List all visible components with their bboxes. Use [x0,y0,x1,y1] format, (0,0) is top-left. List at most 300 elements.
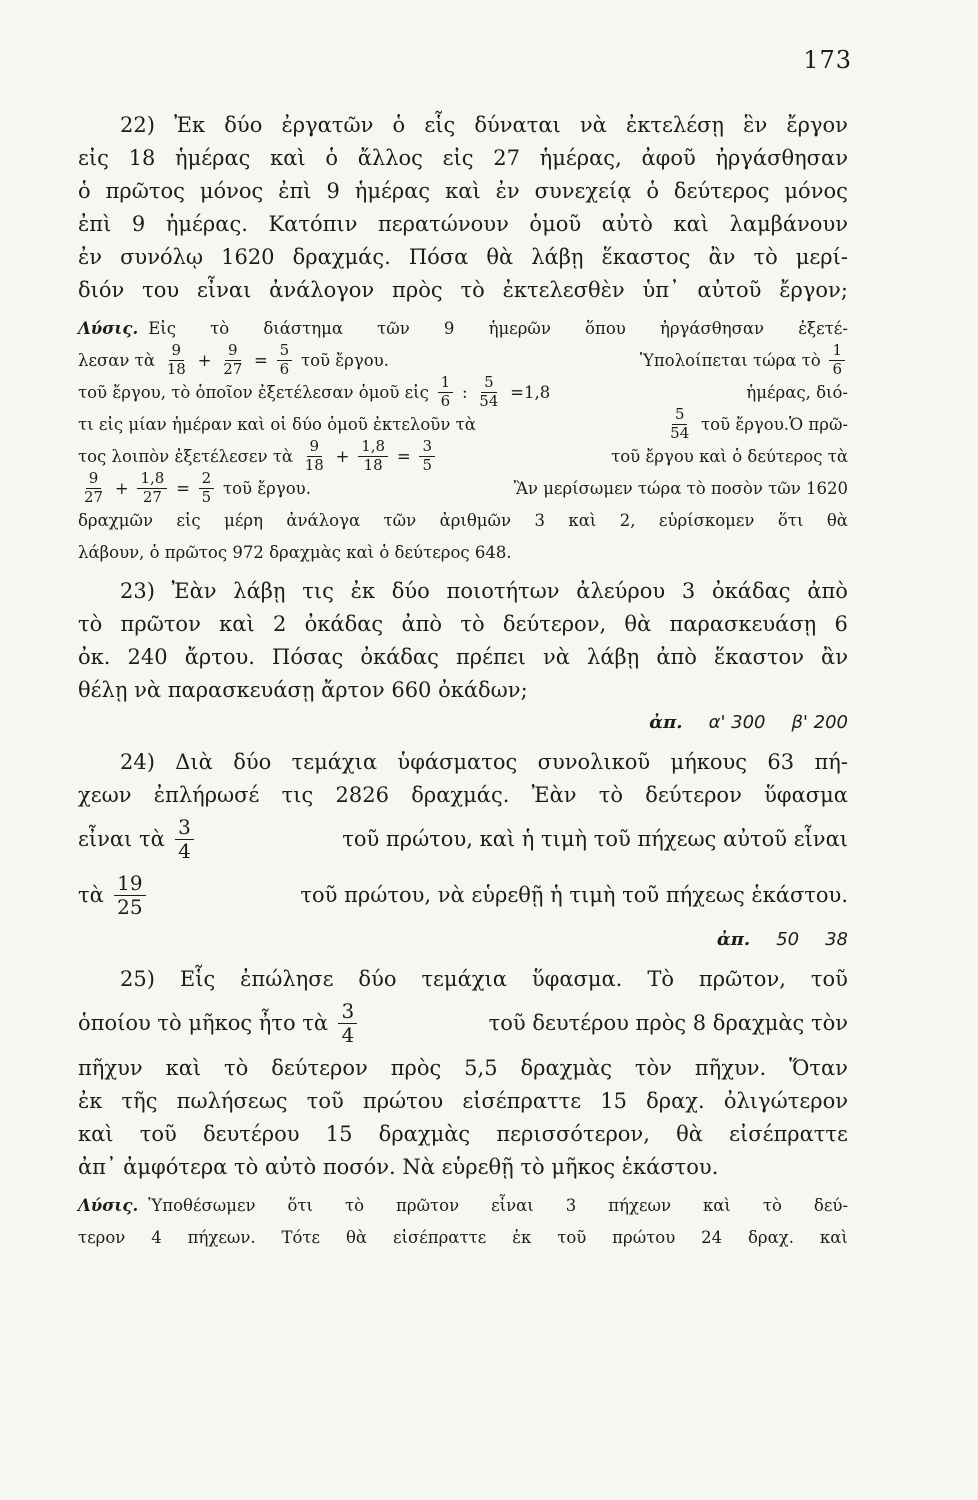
word: τὸ [224,1055,249,1080]
word: καὶ [673,211,710,236]
word: 3 [534,510,545,530]
fraction [829,340,845,378]
word: θὰ [486,244,514,269]
equation-line [78,811,848,867]
word: τις [281,782,314,807]
equals-sign: = [396,446,411,466]
word: τὸ [753,244,778,269]
word: δραχμάς. [411,782,510,807]
word: ὅπου [585,318,626,338]
plus-sign: + [335,446,350,466]
text-line [78,1084,848,1117]
text-span: τοῦ ἔργου. [300,350,389,370]
word: ἐπώλησε [240,966,334,991]
word: θὰ [624,611,652,636]
word: εἰσέπραττε [392,1227,487,1247]
word: τὸν [634,1055,672,1080]
denominator: 5 [422,455,432,474]
word: δεύτερον, [502,611,607,636]
numerator: 2 [199,471,215,489]
word: Ἐκ [174,112,206,137]
fraction [667,404,692,442]
word: περισσότερον, [496,1121,650,1146]
text-line [78,273,848,306]
word: τὸ [78,611,103,636]
word: του [142,277,180,302]
word: τερον [78,1227,126,1247]
problem-23 [78,574,848,739]
text-span: τοῦ ἔργου καὶ ὁ δεύτερος τὰ [611,446,848,466]
text-words [148,319,848,338]
word: θὰ [345,1227,368,1247]
text-line [78,174,848,207]
word: μέρη [224,510,263,530]
text-span: =1,8 [510,382,551,402]
word: ἐπὶ [78,211,112,236]
word: πῆχυν [78,1055,143,1080]
fraction [302,436,327,474]
text-line [78,108,848,141]
numerator: 9 [169,343,185,361]
word: ἀπὸ [401,611,443,636]
word: 24 [701,1227,723,1247]
word: ἀπὸ [656,644,697,669]
word: ἐκτελεσθὲν [502,277,625,302]
denominator: 6 [832,359,842,378]
denominator: 54 [670,423,690,442]
text-line [78,312,848,344]
equation-segment [78,372,551,410]
word: τὸ [598,782,624,807]
word: 1620 [221,244,275,269]
word: ἡμέρας. [165,211,248,236]
text-span: τοῦ πρώτου, νὰ εὑρεθῇ ἡ τιμὴ τοῦ πήχεως ἑκάστου. [300,883,848,907]
word: ὁμοῦ [529,211,582,236]
word: συνεχείᾳ [534,178,632,203]
word: πρῶτον, [698,966,786,991]
numerator: 1 [438,375,454,393]
word: Τότε [281,1227,321,1247]
denominator: 27 [223,359,243,378]
word: τεμάχια [421,966,507,991]
word: καὶ [165,1055,202,1080]
word: ὁ [78,178,91,203]
word: 2 [272,611,287,636]
word: αὐτὸ [601,211,653,236]
word: ἠργάσθησαν [715,145,848,170]
word: 240 [127,644,168,669]
fraction [199,468,215,506]
answer-label: ἀπ. [649,712,683,733]
equation-line [78,995,848,1051]
word: ἓν [743,112,768,137]
word: ἄρτου. [184,644,255,669]
numerator: 5 [672,407,688,425]
answer-value: 50 [776,929,800,950]
numerator: 3 [338,1001,357,1024]
word: δραχ. [646,1088,705,1113]
text-span: τι εἰς μίαν ἡμέραν καὶ οἱ δύο ὁμοῦ ἐκτελοῦν τὰ [78,414,476,434]
word: μερί- [795,244,848,269]
word: ὀκάδας [712,578,791,603]
word: ἀνάλογον [269,277,375,302]
word: ἄλλος [357,145,423,170]
word: Ὑποθέσωμεν [148,1195,256,1215]
equation-line [78,867,848,923]
text-span: ὁποίου τὸ μῆκος ἦτο τὰ [78,1011,329,1035]
solution-label: Λύσις. [78,318,139,338]
word: ὅτι [287,1195,314,1215]
word: καὶ [270,145,306,170]
word: δραχμὰς [520,1055,612,1080]
denominator: 18 [166,359,186,378]
equation-line [78,404,848,442]
word: χεων [78,782,132,807]
word: Ὅταν [789,1055,848,1080]
word: δύναται [474,112,561,137]
word: Ἐὰν [531,782,577,807]
word: δύο [224,112,263,137]
text-span: τοῦ πρώτου, καὶ ἡ τιμὴ τοῦ πήχεως αὐτοῦ εἶναι [342,827,848,851]
word: δραχμῶν [78,510,153,530]
fraction [277,340,293,378]
word: τὸ [345,1195,365,1215]
text-span: τοῦ ἔργου. [222,478,311,498]
word: εἷς [424,112,456,137]
numerator: 9 [307,439,323,457]
word: ἀπὸ [807,578,848,603]
word: 6 [834,611,848,636]
equation-segment [639,340,848,378]
text-span: λεσαν τὰ [78,350,155,370]
word: δύο [358,966,397,991]
word: πρὸς [392,277,443,302]
equation-segment [78,870,149,919]
equation-segment [78,468,311,506]
solution-label: Λύσις. [78,1195,139,1215]
text-line [78,536,848,568]
numerator: 1 [829,343,845,361]
word: ἡμέρας [354,178,431,203]
fraction [220,340,245,378]
word: μήκους [670,749,748,774]
word: λάβῃ [233,578,286,603]
numerator: 19 [114,873,145,896]
word: τοῦ [306,1088,344,1113]
word: ἡμέρας, [539,145,622,170]
word: τοῦ [557,1227,587,1247]
word: ὕφασμα [764,782,848,807]
word: 23) [120,578,155,603]
word: θὰ [676,1121,703,1146]
word: Ἐὰν [171,578,217,603]
fraction [175,814,194,863]
text-span: τοῦ ἔργου, τὸ ὁποῖον ἐξετέλεσαν ὁμοῦ εἰς [78,382,429,402]
word: δραχμὰς [378,1121,471,1146]
word: δύο [233,749,272,774]
word: 2826 [335,782,389,807]
text-line [78,1117,848,1150]
word: τεμάχια [291,749,378,774]
word: ὁ [392,112,406,137]
word: ἐπλήρωσέ [153,782,260,807]
equation-line [78,340,848,378]
word: μόνος [784,178,848,203]
word: τὸ [460,611,485,636]
word: θὰ [826,510,848,530]
word: πωλήσεως [176,1088,288,1113]
word: πρῶτος [105,178,185,203]
word: τις [302,578,334,603]
word: Τὸ [647,966,674,991]
word: ἐπὶ [278,178,312,203]
word: Εἷς [179,966,216,991]
word: 25) [120,966,155,991]
word: ἐκτελέσῃ [626,112,725,137]
equation-segment [78,436,438,474]
denominator: 27 [84,487,104,506]
equation-segment [78,814,197,863]
word: τῶν [377,318,410,338]
equals-sign: = [176,478,190,498]
word: πή- [814,749,848,774]
word: ἔργον; [779,277,848,302]
word: ὀκ. [78,644,111,669]
text-line [78,1051,848,1084]
word: 3 [681,578,696,603]
text-span: εἶναι τὰ [78,827,165,851]
word: 15 [325,1121,353,1146]
text-line [78,778,848,811]
word: 9 [131,211,146,236]
word: τὸ [460,277,485,302]
text-span: τοῦ ἔργου.Ὁ πρῶ- [701,414,848,434]
word: πήχεων. [187,1227,256,1247]
word: συνόλῳ [120,244,204,269]
fraction [438,372,454,410]
word: καὶ [568,510,597,530]
word: δεύ- [813,1195,848,1215]
answer-value: α' 300 [708,712,766,733]
word: νὰ [542,644,570,669]
fraction [476,372,501,410]
equation-segment [78,340,389,378]
word: πρῶτον [120,611,201,636]
word: πρὸς [390,1055,442,1080]
word: ποιοτήτων [446,578,560,603]
word: ἐξετέ- [798,318,848,338]
text-span: τὰ [78,883,104,907]
word: διόν [78,277,125,302]
problem-25 [78,962,848,1183]
word: ὀκάδας [360,644,439,669]
word: δεύτερον [645,782,742,807]
word: ἐκ [78,1088,103,1113]
word: ἀνάλογα [286,510,361,530]
page-number: 173 [803,46,852,74]
numerator: 1,8 [358,439,388,457]
numerator: 5 [277,343,293,361]
word: περατώνουν [377,211,509,236]
text-line [78,207,848,240]
word: 15 [600,1088,627,1113]
word: εἰς [78,145,109,170]
word: ἐκ [350,578,375,603]
equals-sign: = [254,350,268,370]
word: δεύτερος [673,178,770,203]
word: ἂν [821,644,848,669]
word: 18 [128,145,156,170]
word: 24) [120,749,155,774]
word: καὶ [219,611,255,636]
word: δραχ. [748,1227,795,1247]
word: 5,5 [464,1055,498,1080]
word: 63 [767,749,795,774]
word: εὑρίσκομεν [658,510,755,530]
word: ἂν [708,244,736,269]
word: ἐν [78,244,103,269]
word: ἐκ [512,1227,532,1247]
text-line [78,745,848,778]
equation-segment [78,998,360,1047]
solution-22 [78,312,848,568]
fraction [419,436,435,474]
word: ὀκάδας [304,611,384,636]
text-span: ἀπ᾽ ἀμφότερα τὸ αὐτὸ ποσόν. Νὰ εὑρεθῇ τὸ μῆκος ἑκάστου. [78,1154,719,1179]
numerator: 3 [419,439,435,457]
fraction [358,436,388,474]
word: 27 [493,145,520,170]
word: ὑφάσματος [397,749,518,774]
text-words [148,1196,848,1215]
word: εἰσέπραττε [729,1121,848,1146]
numerator: 9 [86,471,102,489]
word: μόνος [199,178,264,203]
text-span: θέλῃ νὰ παρασκευάσῃ ἄρτον 660 ὀκάδων; [78,677,528,702]
word: ἀλεύρου [576,578,666,603]
text-line [78,640,848,673]
word: Διὰ [175,749,213,774]
word: 3 [565,1195,577,1215]
fraction [81,468,106,506]
word: τὸ [762,1195,782,1215]
denominator: 4 [178,838,191,863]
word: ὁ [646,178,659,203]
word: ἐν [495,178,520,203]
fraction [164,340,189,378]
equation-line [78,436,848,474]
word: Εἰς [148,318,176,338]
word: ἀριθμῶν [439,510,512,530]
denominator: 54 [479,391,499,410]
word: 9 [326,178,340,203]
word: λάβῃ [587,644,640,669]
denominator: 18 [363,455,383,474]
denominator: 6 [279,359,290,378]
word: εἰσέπραττε [462,1088,582,1113]
word: ὀλιγώτερον [723,1088,848,1113]
word: λάβῃ [531,244,584,269]
word: πρώτου [362,1088,444,1113]
text-line [78,240,848,273]
equation-line [78,372,848,410]
word: ὕφασμα. [531,966,623,991]
word: ὅτι [777,510,804,530]
denominator: 25 [117,894,143,919]
plus-sign: + [114,478,129,498]
word: ἠργάσθησαν [659,318,765,338]
word: τοῦ [139,1121,177,1146]
denominator: 18 [304,455,324,474]
word: παρασκευάσῃ [669,611,817,636]
numerator: 1,8 [137,471,167,489]
word: πρέπει [455,644,526,669]
text-line [78,1221,848,1253]
word: ἕκαστον [714,644,804,669]
denominator: 5 [201,487,212,506]
word: ἔργον [786,112,848,137]
text-span: Ὑπολοίπεται τώρα τὸ [639,350,821,370]
text-line [78,607,848,640]
solution-25 [78,1189,848,1253]
word: πῆχυν. [694,1055,767,1080]
text-line [78,141,848,174]
word: ὑπ᾽ [642,277,680,302]
word: ἐργατῶν [281,112,374,137]
word: λαμβάνουν [729,211,848,236]
denominator: 27 [142,487,162,506]
text-span: τος λοιπὸν ἐξετέλεσεν τὰ [78,446,293,466]
answer-value: 38 [825,929,848,950]
fraction [137,468,167,506]
numerator: 5 [481,375,497,393]
answer-label: ἀπ. [716,929,751,950]
word: ἡμερῶν [488,318,551,338]
word: νὰ [579,112,607,137]
word: 22) [120,112,155,137]
word: τὸ [210,318,230,338]
word: 4 [151,1227,162,1247]
word: εἰς [176,510,201,530]
word: ὁ [325,145,339,170]
word: πρῶτον [396,1195,460,1215]
answer-line [78,706,848,739]
word: καὶ [445,178,481,203]
word: τῆς [121,1088,158,1113]
text-span: ἡμέρας, διό- [746,382,848,402]
word: αὐτοῦ [697,277,762,302]
text-line [78,574,848,607]
word: ἀφοῦ [641,145,696,170]
denominator: 6 [440,391,451,410]
numerator: 3 [175,817,194,840]
word: συνολικοῦ [537,749,651,774]
word: 2, [619,510,636,530]
text-line [78,962,848,995]
text-span: λάβουν, ὁ πρῶτος 972 δραχμὰς καὶ ὁ δεύτερος 648. [78,542,512,562]
word: δύο [391,578,430,603]
word: δευτέρου [202,1121,300,1146]
text-span: Ἂν μερίσωμεν τώρα τὸ ποσὸν τῶν 1620 [513,478,848,498]
word: τοῦ [810,966,848,991]
text-line [78,1189,848,1221]
word: εἶναι [197,277,252,302]
word: Πόσα [408,244,469,269]
word: πρώτου [612,1227,676,1247]
word: εἰς [442,145,474,170]
plus-sign: + [197,350,212,370]
equation-line [78,468,848,506]
